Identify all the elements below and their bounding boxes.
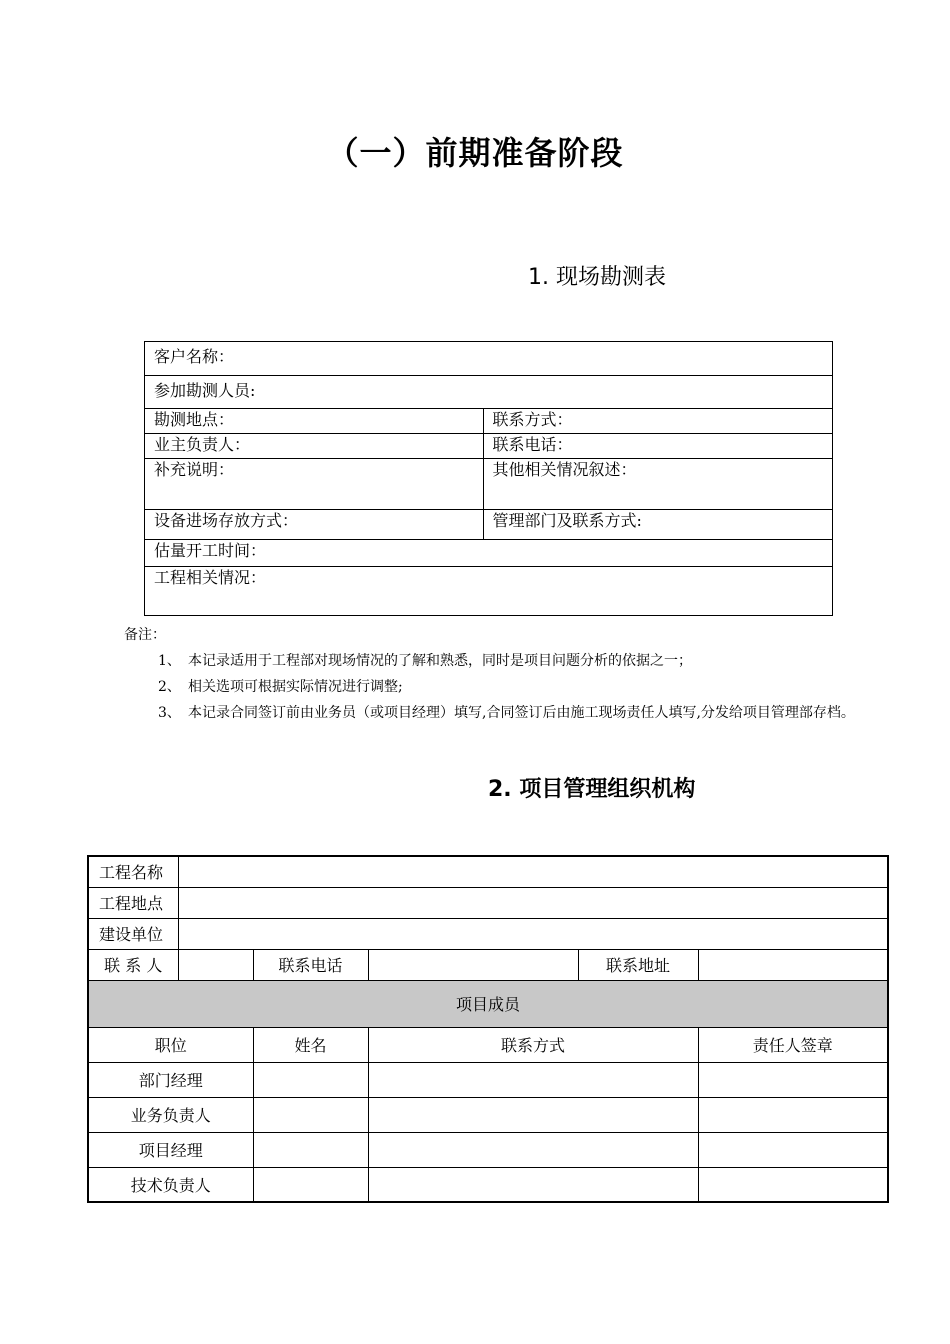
table-row xyxy=(88,1097,888,1132)
contact-phone-label: 联系电话 xyxy=(253,949,368,980)
contact-method-field[interactable]: 联系方式： xyxy=(483,409,833,434)
customer-name-field[interactable]: 客户名称： xyxy=(145,342,833,376)
site-survey-table xyxy=(144,341,833,616)
notes-block xyxy=(124,622,864,726)
contact-cell[interactable] xyxy=(368,1167,698,1202)
notes-list xyxy=(124,648,864,726)
section-title-site-survey: 1. 现场勘测表 xyxy=(528,265,666,290)
contact-cell[interactable] xyxy=(368,1132,698,1167)
name-cell[interactable] xyxy=(253,1132,368,1167)
table-row xyxy=(88,1167,888,1202)
role-label: 业务负责人 xyxy=(88,1097,253,1132)
role-label: 技术负责人 xyxy=(88,1167,253,1202)
mgmt-dept-contact-field[interactable]: 管理部门及联系方式: xyxy=(483,510,833,540)
name-cell[interactable] xyxy=(253,1062,368,1097)
note-text: 相关选项可根据实际情况进行调整; xyxy=(188,679,403,695)
section-title-project-org: 2. 项目管理组织机构 xyxy=(488,777,696,802)
construction-unit-label: 建设单位 xyxy=(88,918,178,949)
role-label: 部门经理 xyxy=(88,1062,253,1097)
name-cell[interactable] xyxy=(253,1097,368,1132)
project-name-label: 工程名称 xyxy=(88,856,178,887)
estimated-start-field[interactable]: 估量开工时间： xyxy=(145,540,833,567)
project-name-input[interactable] xyxy=(178,856,888,887)
signature-cell[interactable] xyxy=(698,1062,888,1097)
supplement-field[interactable]: 补充说明： xyxy=(145,459,484,510)
column-header-name: 姓名 xyxy=(253,1027,368,1062)
contact-phone-input[interactable] xyxy=(368,949,578,980)
name-cell[interactable] xyxy=(253,1167,368,1202)
project-location-label: 工程地点 xyxy=(88,887,178,918)
role-label: 项目经理 xyxy=(88,1132,253,1167)
contact-person-input[interactable] xyxy=(178,949,253,980)
table-row xyxy=(88,1062,888,1097)
note-item xyxy=(124,674,864,700)
survey-location-field[interactable]: 勘测地点： xyxy=(145,409,484,434)
owner-in-charge-field[interactable]: 业主负责人： xyxy=(145,434,484,459)
signature-cell[interactable] xyxy=(698,1167,888,1202)
contact-cell[interactable] xyxy=(368,1062,698,1097)
note-item xyxy=(124,648,864,674)
project-org-table xyxy=(87,855,889,1203)
column-header-position: 职位 xyxy=(88,1027,253,1062)
page-title: （一）前期准备阶段 xyxy=(326,134,624,172)
members-header: 项目成员 xyxy=(88,980,888,1027)
contact-address-input[interactable] xyxy=(698,949,888,980)
notes-heading: 备注： xyxy=(124,627,166,643)
equipment-storage-field[interactable]: 设备进场存放方式： xyxy=(145,510,484,540)
note-number: 3、 xyxy=(158,705,181,721)
note-text: 本记录合同签订前由业务员（或项目经理）填写,合同签订后由施工现场责任人填写,分发给项目管理部存档。 xyxy=(188,705,855,721)
column-header-contact: 联系方式 xyxy=(368,1027,698,1062)
signature-cell[interactable] xyxy=(698,1097,888,1132)
project-situation-field[interactable]: 工程相关情况： xyxy=(145,567,833,616)
note-number: 1、 xyxy=(158,653,181,669)
contact-address-label: 联系地址 xyxy=(578,949,698,980)
note-text: 本记录适用于工程部对现场情况的了解和熟悉，同时是项目问题分析的依据之一； xyxy=(188,653,692,669)
construction-unit-input[interactable] xyxy=(178,918,888,949)
column-header-signature: 责任人签章 xyxy=(698,1027,888,1062)
contact-cell[interactable] xyxy=(368,1097,698,1132)
contact-phone-field[interactable]: 联系电话： xyxy=(483,434,833,459)
note-number: 2、 xyxy=(158,679,181,695)
note-item xyxy=(124,700,864,726)
project-location-input[interactable] xyxy=(178,887,888,918)
signature-cell[interactable] xyxy=(698,1132,888,1167)
table-row xyxy=(88,1132,888,1167)
survey-staff-field[interactable]: 参加勘测人员: xyxy=(145,376,833,409)
other-notes-field[interactable]: 其他相关情况叙述： xyxy=(483,459,833,510)
contact-person-label: 联 系 人 xyxy=(88,949,178,980)
